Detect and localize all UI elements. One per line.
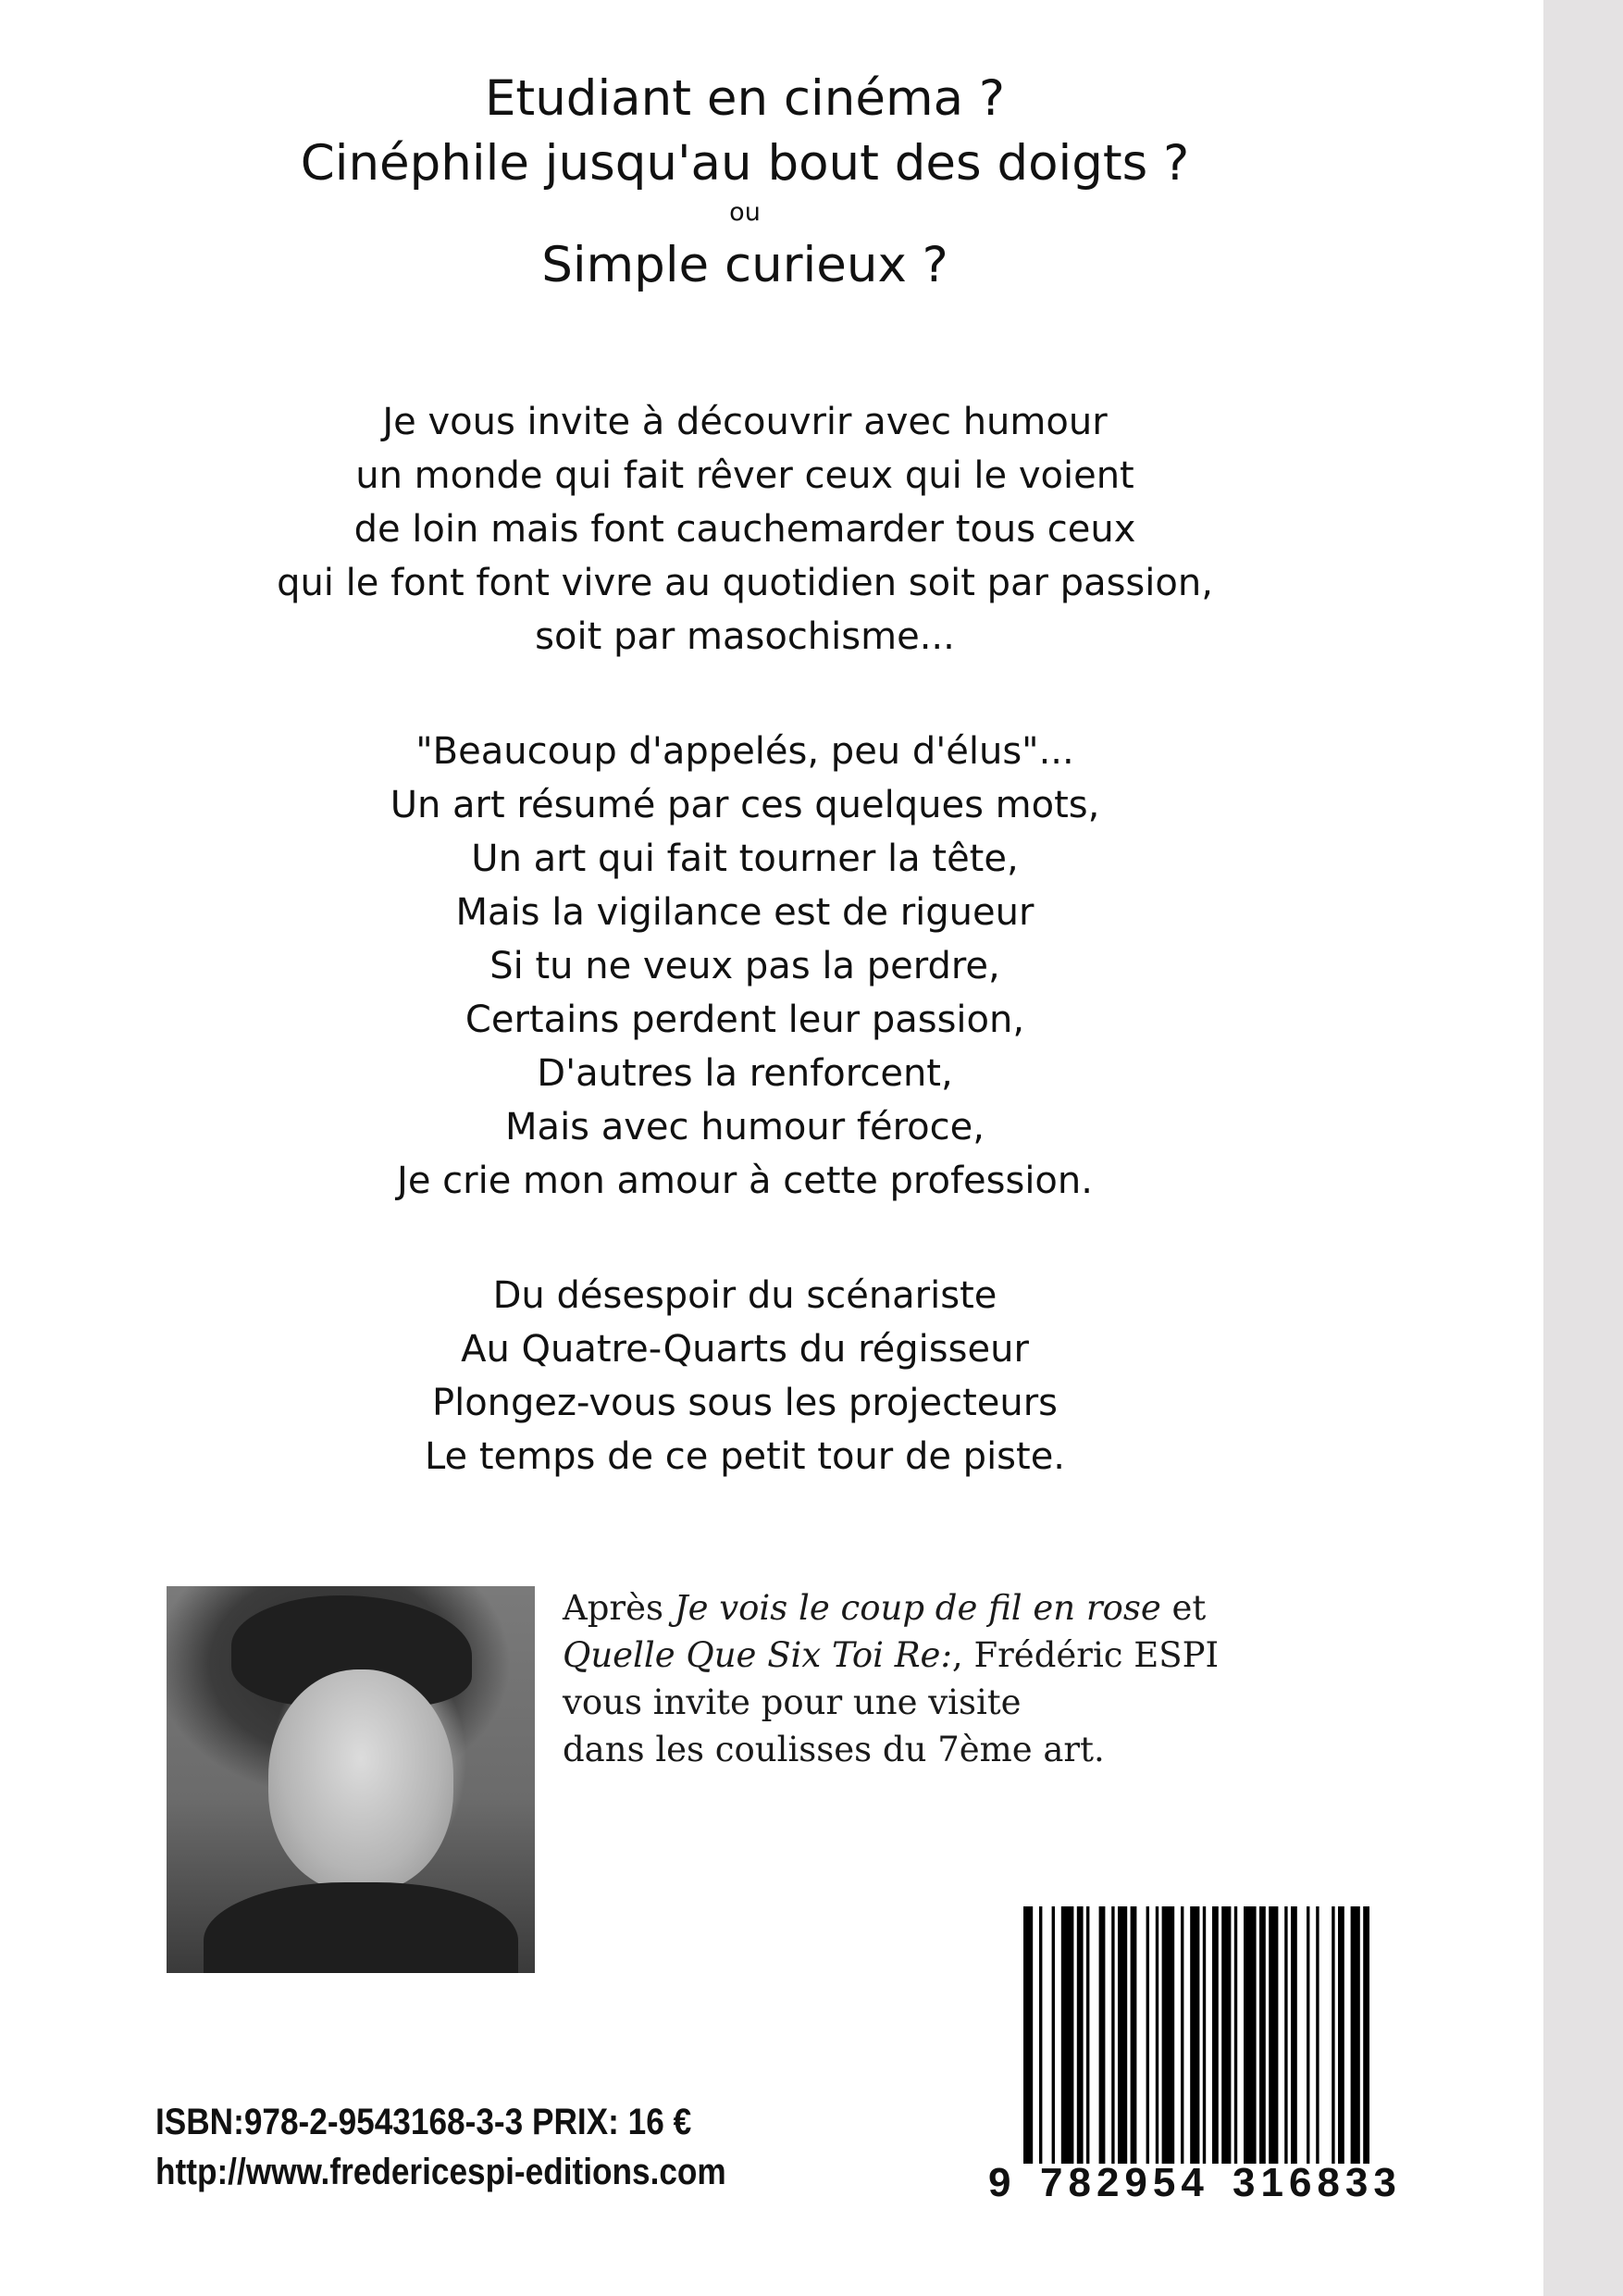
barcode-bar [1363, 1906, 1369, 2164]
barcode-bar [1203, 1906, 1206, 2164]
barcode-bar [1099, 1906, 1106, 2164]
barcode-bar [1162, 1906, 1175, 2164]
barcode-bars [1023, 1906, 1431, 2164]
stanza-line: "Beaucoup d'appelés, peu d'élus"... [415, 730, 1074, 773]
photo-face [268, 1669, 453, 1892]
barcode-bar [1061, 1906, 1074, 2164]
barcode-bar [1259, 1906, 1266, 2164]
barcode-bar [1284, 1906, 1287, 2164]
heading-line-1: Etudiant en cinéma ? [484, 70, 1006, 127]
author-line-4: dans les coulisses du 7ème art. [563, 1730, 1105, 1769]
barcode-bar [1181, 1906, 1183, 2164]
barcode-bar [1307, 1906, 1309, 2164]
barcode-bar [1332, 1906, 1334, 2164]
stanza-1 [0, 395, 1490, 664]
barcode-bar [1118, 1906, 1127, 2164]
barcode-digits [977, 2160, 1431, 2215]
stanza-line: un monde qui fait rêver ceux qui le voient [355, 454, 1134, 497]
barcode-bar [1077, 1906, 1084, 2164]
stanza-line: Si tu ne veux pas la perdre, [489, 945, 1000, 987]
heading-line-2: Cinéphile jusqu'au bout des doigts ? [300, 135, 1190, 192]
book-title: Je vois le coup de fil en rose [674, 1588, 1161, 1628]
barcode-bar [1111, 1906, 1114, 2164]
barcode-bar [1131, 1906, 1137, 2164]
author-photo [167, 1586, 535, 1973]
stanza-line: Un art qui fait tourner la tête, [471, 838, 1019, 880]
barcode-bar [1221, 1906, 1231, 2164]
barcode-digit-group: 316833 [1233, 2160, 1402, 2205]
stanza-3 [0, 1269, 1490, 1483]
photo-shirt [204, 1882, 518, 1973]
stanza-line: Un art résumé par ces quelques mots, [390, 784, 1100, 826]
barcode-bar [1234, 1906, 1237, 2164]
author-text: Après [563, 1588, 675, 1628]
stanza-line: D'autres la renforcent, [537, 1052, 953, 1095]
author-line-1 [563, 1584, 1266, 1632]
barcode-bar [1244, 1906, 1257, 2164]
barcode [977, 1906, 1431, 2223]
isbn-block [155, 2097, 807, 2197]
stanza-line: qui le font font vivre au quotidien soit par passion, [277, 562, 1213, 604]
stanza-line: Plongez-vous sous les projecteurs [431, 1382, 1059, 1424]
barcode-bar [1039, 1906, 1042, 2164]
author-text: et [1160, 1588, 1207, 1628]
barcode-bar [1086, 1906, 1089, 2164]
author-line-2 [563, 1632, 1266, 1679]
isbn-price: ISBN:978-2-9543168-3-3 PRIX: 16 € [155, 2102, 692, 2142]
book-title: Quelle Que Six Toi Re: [563, 1635, 952, 1675]
stanza-line: Le temps de ce petit tour de piste. [424, 1435, 1066, 1478]
barcode-bar [1023, 1906, 1033, 2164]
author-line-3: vous invite pour une visite [563, 1682, 1022, 1722]
barcode-bar [1316, 1906, 1319, 2164]
author-blurb [563, 1584, 1266, 1773]
stanza-line: Mais la vigilance est de rigueur [455, 891, 1035, 934]
website-url[interactable]: http://www.fredericespi-editions.com [155, 2152, 726, 2192]
stanza-line: Certains perdent leur passion, [465, 999, 1025, 1041]
heading-or: ou [729, 198, 761, 227]
heading-line-3: Simple curieux ? [541, 237, 948, 293]
headings [0, 67, 1490, 298]
barcode-bar [1338, 1906, 1344, 2164]
barcode-bar [1146, 1906, 1149, 2164]
barcode-bar [1052, 1906, 1055, 2164]
spine-strip [1543, 0, 1623, 2296]
stanza-line: de loin mais font cauchemarder tous ceux [353, 508, 1136, 551]
stanza-line: Du désespoir du scénariste [492, 1274, 997, 1317]
stanza-2 [0, 725, 1490, 1208]
stanza-line: Je crie mon amour à cette profession. [397, 1160, 1093, 1202]
barcode-bar [1156, 1906, 1158, 2164]
stanza-line: Au Quatre-Quarts du régisseur [461, 1328, 1029, 1371]
stanza-line: Je vous invite à découvrir avec humour [382, 401, 1108, 443]
stanza-line: soit par masochisme... [535, 615, 955, 658]
barcode-bar [1269, 1906, 1278, 2164]
stanza-line: Mais avec humour féroce, [505, 1106, 985, 1148]
barcode-digit-group: 782954 [1040, 2160, 1209, 2205]
barcode-bar [1291, 1906, 1297, 2164]
barcode-bar [1190, 1906, 1199, 2164]
author-text: , Frédéric ESPI [951, 1635, 1220, 1675]
barcode-bar [1351, 1906, 1360, 2164]
barcode-digit-group: 9 [988, 2160, 1011, 2205]
barcode-bar [1212, 1906, 1219, 2164]
